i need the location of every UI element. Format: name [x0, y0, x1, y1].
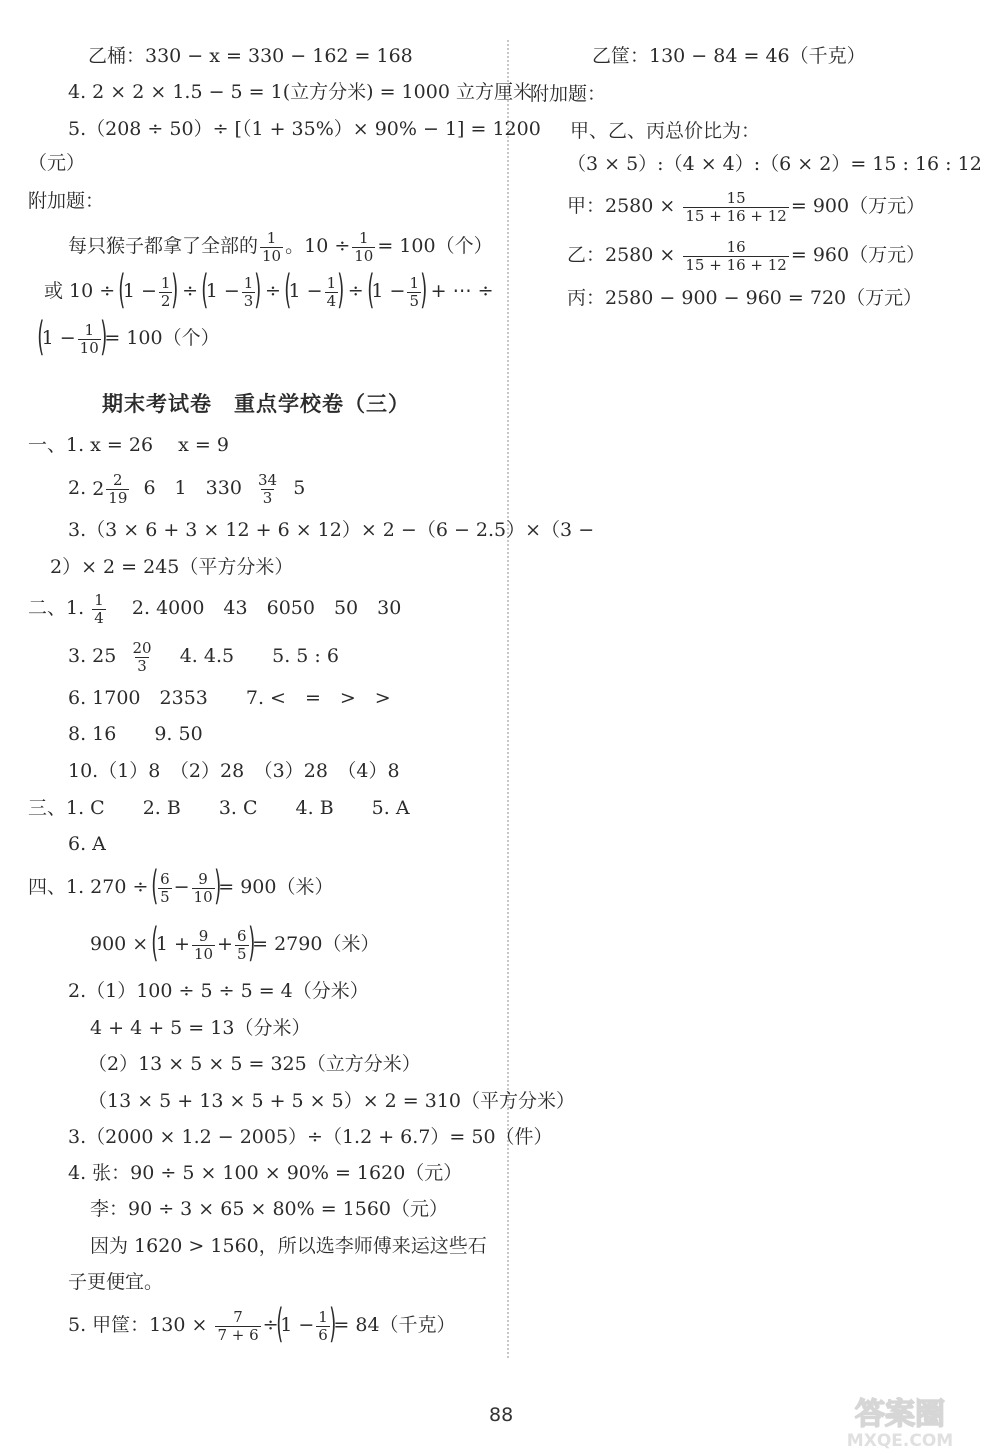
jia-prefix: 甲：2580 × — [567, 195, 676, 217]
fraction-1-2: $\frac{1}{2}$ — [160, 273, 171, 310]
price-ratio-line: （3 × 5）:（4 × 4）:（6 × 2）= 15 : 16 : 12 — [567, 153, 982, 175]
div-sign: ÷ — [262, 1314, 279, 1336]
q2-3-rest: 4. 4.5 5. 5 : 6 — [179, 645, 339, 667]
yi-prefix: 乙：2580 × — [567, 244, 676, 266]
fraction-6-5-b: $\frac{6}{5}$ — [236, 926, 247, 963]
alt-method-prefix: 或 10 ÷ — [44, 280, 116, 302]
ops-tail: + ⋯ ÷ — [430, 280, 494, 302]
q4-1b: 900 × (1 + $\frac{9}{10}$ + $\frac{6}{5}$ )= 2790（米） — [90, 920, 380, 966]
one-minus: 1 − — [288, 280, 323, 302]
plus-sign: + — [217, 933, 233, 955]
q-label: 3. 25 — [68, 645, 117, 667]
yi-barrel-line: 乙桶：330 − x = 330 − 162 = 168 — [88, 45, 413, 67]
yi-result: = 960（万元） — [790, 244, 926, 266]
q4-5-prefix: 5. 甲筐：130 × — [68, 1314, 208, 1336]
fraction-1-10-b: $\frac{1}{10}$ — [354, 228, 374, 265]
fraction-16-sum: $\frac{16}{15 + 16 + 12}$ — [685, 237, 787, 274]
section-title: 期末考试卷 重点学校卷（三） — [102, 392, 410, 416]
page-number: 88 — [489, 1404, 514, 1426]
right-bonus-label: 附加题： — [530, 83, 607, 105]
q-label: 四、1. 270 ÷ — [28, 876, 149, 898]
answer-4-line: 4. 2 × 2 × 1.5 − 5 = 1(立方分米) = 1000 立方厘米 — [68, 81, 532, 103]
q4-3: 3.（2000 × 1.2 − 2005）÷（1.2 + 6.7）= 50（件） — [68, 1126, 553, 1148]
q4-2a: 2.（1）100 ÷ 5 ÷ 5 = 4（分米） — [68, 980, 369, 1002]
answer-5-line: 5.（208 ÷ 50）÷ [（1 + 35%）× 90% − 1] = 1200 — [68, 118, 541, 140]
q-label: 2. — [68, 477, 87, 499]
yi-basket-line: 乙筐：130 − 84 = 46（千克） — [592, 45, 866, 67]
fraction-1-5: $\frac{1}{5}$ — [409, 273, 419, 310]
jia-result: = 900（万元） — [790, 195, 926, 217]
bonus-label: 附加题： — [28, 190, 105, 212]
q4-4b: 李：90 ÷ 3 × 65 × 80% = 1560（元） — [90, 1198, 449, 1220]
q4-1b-result: = 2790（米） — [252, 933, 380, 955]
q2-6: 6. 1700 2353 7. < = > > — [68, 687, 391, 709]
watermark-logo — [810, 1390, 990, 1450]
q2-3 — [68, 636, 339, 676]
yi-price-line — [567, 235, 925, 275]
div-sign: ÷ — [347, 280, 364, 302]
one-minus: 1 − — [41, 327, 76, 349]
q3: 三、1. C 2. B 3. C 4. B 5. A — [28, 797, 410, 819]
one-minus: 1 − — [122, 280, 157, 302]
q4-1b-prefix: 900 × — [90, 933, 149, 955]
bing-price-line: 丙：2580 − 900 − 960 = 720（万元） — [567, 287, 923, 309]
one-minus: 1 − — [280, 1314, 315, 1336]
q3-6: 6. A — [68, 833, 106, 855]
q2-8: 8. 16 9. 50 — [68, 723, 203, 745]
watermark-url: MXQE.COM — [846, 1431, 954, 1450]
q4-5-result: = 84（千克） — [333, 1314, 456, 1336]
q1-2-values: 6 1 330 — [143, 477, 242, 499]
q4-1a: 四、1. 270 ÷ ( $\frac{6}{5}$ − $\frac{9}{10}$ )= 900（米） — [28, 863, 334, 909]
q1-3a: 3.（3 × 6 + 3 × 12 + 6 × 12）× 2 −（6 − 2.5）×（3 − — [68, 519, 595, 541]
alt-method-end: (1 − $\frac{1}{10}$ )= 100（个） — [37, 314, 220, 360]
fraction-1-3: $\frac{1}{3}$ — [243, 273, 254, 310]
q1-3b: 2）× 2 = 245（平方分米） — [50, 556, 294, 578]
q1-2 — [68, 468, 305, 509]
mixed-integer: 2 — [92, 478, 105, 500]
fraction-9-10: $\frac{9}{10}$ — [193, 869, 213, 906]
q4-2b: 4 + 4 + 5 = 13（分米） — [90, 1017, 311, 1039]
fraction-7-76: $\frac{7}{7 + 6}$ — [217, 1307, 259, 1344]
fraction-1-10: $\frac{1}{10}$ — [262, 228, 282, 265]
one-minus: 1 − — [205, 280, 240, 302]
fraction-1-10-c: $\frac{1}{10}$ — [79, 320, 99, 357]
fraction-34-3: $\frac{34}{3}$ — [258, 470, 278, 507]
fraction-6-5: $\frac{6}{5}$ — [160, 869, 170, 906]
q4-2c: （2）13 × 5 × 5 = 325（立方分米） — [88, 1053, 421, 1075]
q1-2-last: 5 — [293, 477, 306, 499]
alt-method-result: = 100（个） — [104, 327, 220, 349]
column-divider — [507, 40, 509, 1358]
one-minus: 1 − — [371, 280, 406, 302]
q2-1-rest: 2. 4000 43 6050 50 30 — [131, 597, 402, 619]
q4-2d: （13 × 5 + 13 × 5 + 5 × 5）× 2 = 310（平方分米） — [88, 1090, 576, 1112]
q2-10: 10.（1）8 （2）28 （3）28 （4）8 — [68, 760, 400, 782]
q-label: 二、1. — [28, 597, 85, 619]
fraction-20-3: $\frac{20}{3}$ — [132, 638, 152, 675]
monkey-line — [68, 226, 493, 266]
q1-1: 一、1. x = 26 x = 9 — [28, 434, 229, 456]
fraction-1-4-b: $\frac{1}{4}$ — [94, 590, 104, 627]
fraction-9-10-b: $\frac{9}{10}$ — [193, 926, 214, 963]
q4-4a: 4. 张：90 ÷ 5 × 100 × 90% = 1620（元） — [68, 1162, 463, 1184]
div-sign: ÷ — [182, 280, 199, 302]
div-sign: ÷ — [264, 280, 281, 302]
q4-5: 5. 甲筐：130 × $\frac{7}{7 + 6}$ ÷(1 − $\frac{1}{6}$ )= 84（千克） — [68, 1301, 456, 1347]
jia-price-line — [567, 186, 925, 226]
minus-sign: − — [173, 876, 190, 898]
monkey-text: 每只猴子都拿了全部的 — [68, 235, 259, 257]
fraction-15-sum: $\frac{15}{15 + 16 + 12}$ — [685, 188, 787, 225]
price-ratio-label: 甲、乙、丙总价比为： — [570, 120, 761, 142]
fraction-1-6: $\frac{1}{6}$ — [318, 1307, 328, 1344]
monkey-result: = 100（个） — [377, 235, 493, 257]
one-plus: 1 + — [155, 933, 190, 955]
answer-5-unit: （元） — [28, 152, 86, 174]
monkey-text-mid: 。10 ÷ — [285, 235, 351, 257]
q2-1 — [28, 588, 401, 628]
fraction-1-4: $\frac{1}{4}$ — [326, 273, 337, 310]
q4-4c: 因为 1620 > 1560，所以选李师傅来运这些石 — [90, 1235, 487, 1257]
fraction-2-19: $\frac{2}{19}$ — [108, 470, 128, 507]
q4-4d: 子更便宜。 — [68, 1271, 164, 1293]
alt-method-line: 或 10 ÷ (1 − $\frac{1}{2}$ ) ÷ (1 − $\frac{1}{3}$ ) ÷ (1 − $\frac{1}{4}$ ) ÷ (1 − $\frac{1}{5}$ ) + ⋯ ÷ — [44, 267, 494, 313]
watermark-title: 答案圈 — [855, 1397, 945, 1432]
q4-1a-result: = 900（米） — [218, 876, 334, 898]
